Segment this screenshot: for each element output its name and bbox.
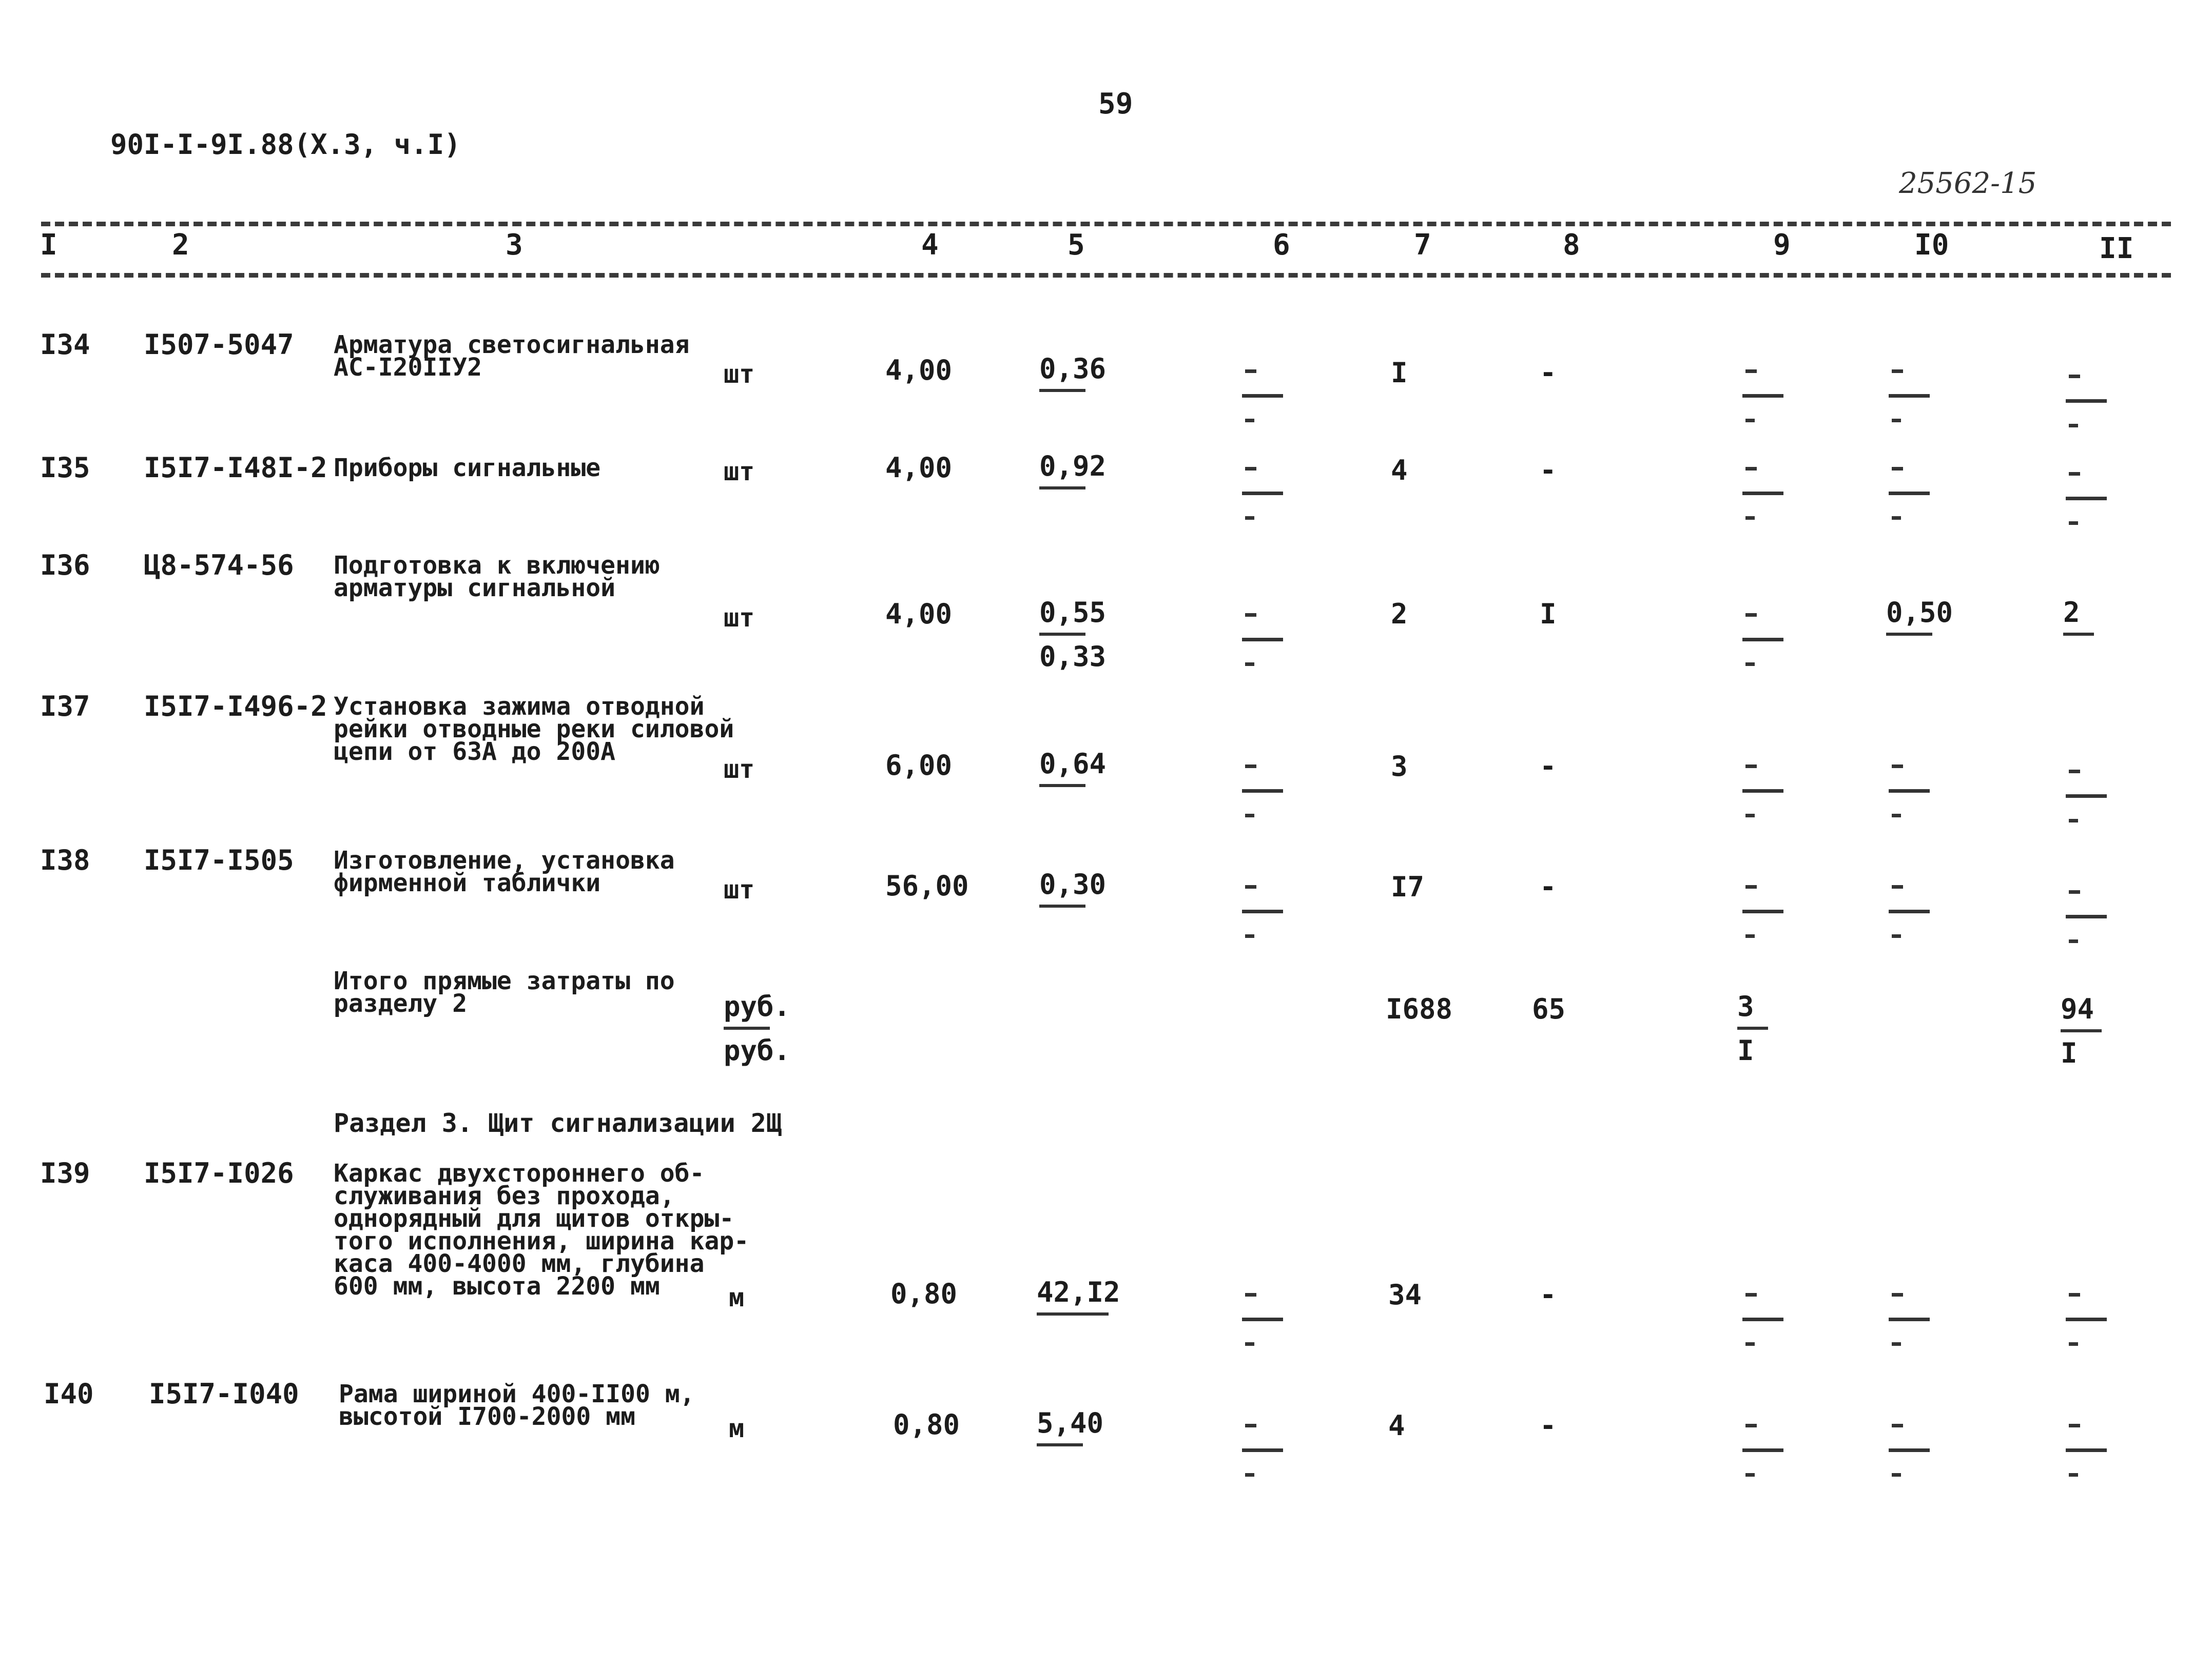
price-code: I507-5047 — [144, 328, 294, 361]
column-header-9: 9 — [1773, 228, 1791, 262]
desc-line: Арматура светосигнальная — [334, 330, 690, 359]
col9-empty — [1742, 765, 1783, 831]
desc-line: Подготовка к включению — [334, 551, 660, 580]
col6-empty — [1242, 1293, 1283, 1360]
desc-line: Приборы сигнальные — [334, 454, 601, 482]
row-number: I38 — [40, 844, 90, 876]
price-code: I5I7-I505 — [144, 844, 294, 876]
handwritten-code: 25562-15 — [1899, 167, 2037, 200]
col10-empty — [1889, 369, 1930, 436]
col5-top: 0,64 — [1039, 748, 1107, 780]
row-number: I36 — [40, 549, 90, 581]
col6-empty — [1242, 467, 1283, 534]
fraction-line — [1737, 1027, 1768, 1030]
col7-value: 4 — [1391, 454, 1408, 486]
header-bottom-rule — [41, 273, 2171, 278]
col5-value — [1039, 352, 1107, 432]
fraction-line — [1039, 389, 1085, 392]
fraction-line — [1886, 633, 1932, 636]
desc-line: Итого прямые затраты по — [334, 967, 675, 995]
col10-empty — [1889, 765, 1930, 831]
desc-line: Установка зажима отводной — [334, 692, 705, 721]
price-code: Ц8-574-56 — [144, 549, 294, 581]
col7-value: I7 — [1391, 871, 1425, 903]
total-col9 — [1737, 990, 1799, 1070]
col5-top: 0,92 — [1039, 450, 1107, 482]
col8-value: - — [1540, 454, 1557, 486]
item-description — [334, 454, 601, 482]
desc-line: фирменной таблички — [334, 869, 601, 897]
item-description — [339, 1380, 695, 1431]
col5-value — [1039, 868, 1107, 948]
column-header-2: 2 — [172, 228, 189, 262]
col10-empty — [1889, 1293, 1930, 1360]
price-code: I5I7-I040 — [149, 1378, 299, 1410]
col11-empty — [2066, 1293, 2107, 1360]
total-unit-bottom: руб. — [724, 1034, 791, 1067]
col7-value: 34 — [1388, 1279, 1422, 1311]
column-header-3: 3 — [506, 228, 523, 262]
col6-empty — [1242, 765, 1283, 831]
desc-line: того исполнения, ширина кар- — [334, 1227, 749, 1256]
col7-value: I — [1391, 357, 1408, 389]
quantity: 0,80 — [890, 1278, 958, 1310]
col8-value: I — [1540, 598, 1557, 630]
col5-top: 5,40 — [1037, 1407, 1104, 1439]
quantity: 0,80 — [893, 1408, 960, 1441]
price-code: I5I7-I026 — [144, 1157, 294, 1189]
total-col8: 65 — [1532, 993, 1566, 1025]
col6-empty — [1242, 369, 1283, 436]
section-title: Раздел 3. Щит сигнализации 2Щ — [334, 1108, 782, 1138]
price-code: I5I7-I48I-2 — [144, 452, 327, 484]
column-header-6: 6 — [1273, 228, 1290, 262]
col5-top: 0,36 — [1039, 352, 1107, 385]
col9-empty — [1742, 885, 1783, 952]
quantity: 4,00 — [885, 452, 953, 484]
quantity: 4,00 — [885, 598, 953, 630]
col8-value: - — [1540, 357, 1557, 389]
total-unit — [724, 990, 791, 1070]
desc-line: цепи от 63А до 200А — [334, 737, 616, 766]
col7-value: 4 — [1388, 1409, 1405, 1442]
col10-value — [1886, 596, 1953, 676]
col11-top: 2 — [2063, 596, 2080, 629]
fraction-line — [1039, 784, 1085, 787]
item-description — [334, 330, 690, 382]
desc-line: рейки отводные реки силовой — [334, 715, 734, 743]
col9-empty — [1742, 1424, 1783, 1491]
col9-empty — [1742, 369, 1783, 436]
unit: шт — [724, 603, 755, 633]
row-number: I40 — [44, 1378, 94, 1410]
total-col9-bottom: I — [1737, 1034, 1754, 1067]
desc-line: однорядный для щитов откры- — [334, 1204, 734, 1233]
column-header-8: 8 — [1563, 228, 1580, 262]
col7-value: 2 — [1391, 598, 1408, 630]
col10-empty — [1889, 885, 1930, 952]
fraction-line — [1039, 905, 1085, 908]
total-description — [334, 967, 675, 1018]
col9-empty — [1742, 1293, 1783, 1360]
column-header-1: I — [40, 228, 57, 262]
desc-line: разделу 2 — [334, 989, 468, 1018]
col11-empty — [2066, 890, 2107, 957]
column-header-5: 5 — [1068, 228, 1085, 262]
col8-value: - — [1540, 750, 1557, 782]
unit: м — [729, 1283, 745, 1312]
fraction-line — [1039, 486, 1085, 489]
col8-value: - — [1540, 1409, 1557, 1442]
row-number: I37 — [40, 690, 90, 722]
col7-value: 3 — [1391, 750, 1408, 782]
desc-line: АС-I20IIУ2 — [334, 353, 482, 382]
col11-empty — [2066, 472, 2107, 539]
row-number: I39 — [40, 1157, 90, 1189]
desc-line: Каркас двухстороннего об- — [334, 1159, 705, 1188]
col6-empty — [1242, 885, 1283, 952]
unit: шт — [724, 359, 755, 389]
col6-empty — [1242, 1424, 1283, 1491]
item-description — [334, 551, 660, 602]
total-col7: I688 — [1386, 993, 1453, 1025]
col6-empty — [1242, 613, 1283, 680]
desc-line: арматуры сигнальной — [334, 574, 616, 602]
unit: шт — [724, 754, 755, 784]
fraction-line — [2063, 633, 2094, 636]
desc-line: каса 400-4000 мм, глубина — [334, 1249, 705, 1278]
col8-value: - — [1540, 871, 1557, 903]
fraction-line — [2061, 1029, 2102, 1032]
item-description — [334, 1159, 749, 1301]
column-header-11: II — [2099, 232, 2134, 265]
total-col11 — [2061, 995, 2122, 1072]
col9-empty — [1742, 613, 1783, 680]
col5-value — [1037, 1407, 1104, 1486]
desc-line: Изготовление, установка — [334, 846, 675, 875]
col5-top: 0,55 — [1039, 596, 1107, 629]
fraction-line — [1037, 1443, 1083, 1446]
col11-empty — [2066, 770, 2107, 836]
col11-empty — [2066, 375, 2107, 441]
item-description — [334, 692, 734, 766]
page-number: 59 — [1098, 87, 1133, 121]
desc-line: 600 мм, высота 2200 мм — [334, 1272, 660, 1301]
col9-empty — [1742, 467, 1783, 534]
fraction-line — [1039, 633, 1085, 636]
header-top-rule — [41, 222, 2171, 226]
total-col11-top: 94 — [2061, 993, 2094, 1025]
item-description — [334, 846, 675, 897]
col10-empty — [1889, 1424, 1930, 1491]
col5-bottom: 0,33 — [1039, 640, 1107, 673]
total-unit-top: руб. — [724, 990, 791, 1023]
col5-top: 0,30 — [1039, 868, 1107, 900]
desc-line: Рама шириной 400-II00 м, — [339, 1380, 695, 1408]
col5-value — [1039, 748, 1107, 827]
column-header-7: 7 — [1414, 228, 1431, 262]
col11-value — [2063, 596, 2125, 676]
column-header-4: 4 — [921, 228, 939, 262]
total-col11-bottom: I — [2061, 1037, 2078, 1069]
total-col9-top: 3 — [1737, 990, 1754, 1023]
col5-value — [1039, 596, 1107, 676]
col10-top: 0,50 — [1886, 596, 1953, 629]
fraction-line — [1037, 1312, 1109, 1316]
fraction-line — [724, 1027, 770, 1030]
column-header-10: I0 — [1914, 228, 1949, 262]
col5-value — [1039, 450, 1107, 530]
col8-value: - — [1540, 1279, 1557, 1311]
col10-empty — [1889, 467, 1930, 534]
quantity: 4,00 — [885, 354, 953, 386]
col11-empty — [2066, 1424, 2107, 1491]
row-number: I35 — [40, 452, 90, 484]
price-code: I5I7-I496-2 — [144, 690, 327, 722]
col5-value — [1037, 1276, 1120, 1356]
col5-top: 42,I2 — [1037, 1276, 1120, 1308]
document-code: 90I-I-9I.88(X.3, ч.I) — [110, 128, 461, 161]
unit: шт — [724, 457, 755, 486]
quantity: 6,00 — [885, 749, 953, 781]
desc-line: высотой I700-2000 мм — [339, 1402, 635, 1431]
unit: шт — [724, 875, 755, 905]
quantity: 56,00 — [885, 870, 969, 902]
desc-line: служивания без прохода, — [334, 1182, 675, 1210]
unit: м — [729, 1414, 745, 1443]
row-number: I34 — [40, 328, 90, 361]
